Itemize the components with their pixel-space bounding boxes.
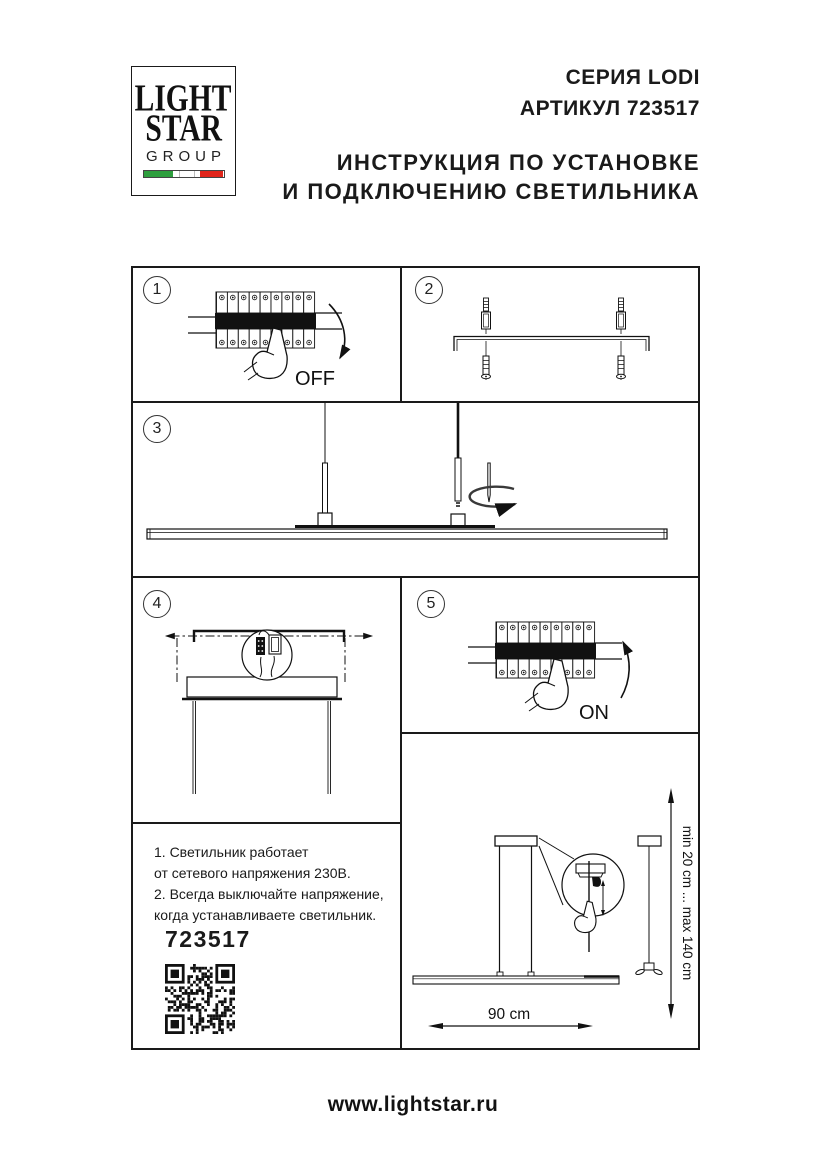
off-label: OFF <box>295 368 335 390</box>
width-dimension-label: 90 cm <box>487 1006 531 1023</box>
step-number-badge: 4 <box>143 590 171 618</box>
note-line: когда устанавливаете светильник. <box>154 907 377 923</box>
doc-title-line2: И ПОДКЛЮЧЕНИЮ СВЕТИЛЬНИКА <box>282 179 700 204</box>
step-number-badge: 1 <box>143 276 171 304</box>
breaker-on-drawing <box>402 578 698 732</box>
note-line: от сетевого напряжения 230В. <box>154 865 351 881</box>
safety-notes <box>154 842 384 926</box>
step-panel-3 <box>133 403 698 576</box>
dimensions-drawing <box>402 734 698 1048</box>
height-dimension-label: min 20 cm ... max 140 cm <box>680 825 695 981</box>
article-label: АРТИКУЛ 723517 <box>519 97 700 120</box>
step-panel-2 <box>402 268 698 401</box>
website-url: www.lightstar.ru <box>327 1093 499 1116</box>
step-panel-5 <box>402 578 698 732</box>
breaker-off-drawing <box>133 268 399 401</box>
logo-word-star: STAR <box>145 106 222 150</box>
article-number: 723517 <box>165 926 251 952</box>
doc-title-line1: ИНСТРУКЦИЯ ПО УСТАНОВКЕ <box>336 150 700 175</box>
logo-word-group: GROUP <box>145 148 226 165</box>
qr-code <box>165 964 235 1034</box>
steps-grid <box>131 266 700 1050</box>
step-panel-1 <box>133 268 399 401</box>
series-label: СЕРИЯ LODI <box>565 66 700 89</box>
step-number-badge: 2 <box>415 276 443 304</box>
note-line: 1. Светильник работает <box>154 844 309 860</box>
step-number-badge: 5 <box>417 590 445 618</box>
dimensions-panel <box>402 734 698 1048</box>
header-text <box>220 62 700 206</box>
cable-adjust-drawing <box>133 403 698 576</box>
mounting-bracket-drawing <box>402 268 698 401</box>
notes-panel <box>133 824 399 1050</box>
note-line: 2. Всегда выключайте напряжение, <box>154 886 384 902</box>
on-label: ON <box>579 702 609 724</box>
canopy-mounting-drawing <box>133 578 399 822</box>
logo-word-light: LIGHT <box>135 76 232 120</box>
italian-flag-bar <box>143 170 225 178</box>
step-number-badge: 3 <box>143 415 171 443</box>
step-panel-4 <box>133 578 399 822</box>
